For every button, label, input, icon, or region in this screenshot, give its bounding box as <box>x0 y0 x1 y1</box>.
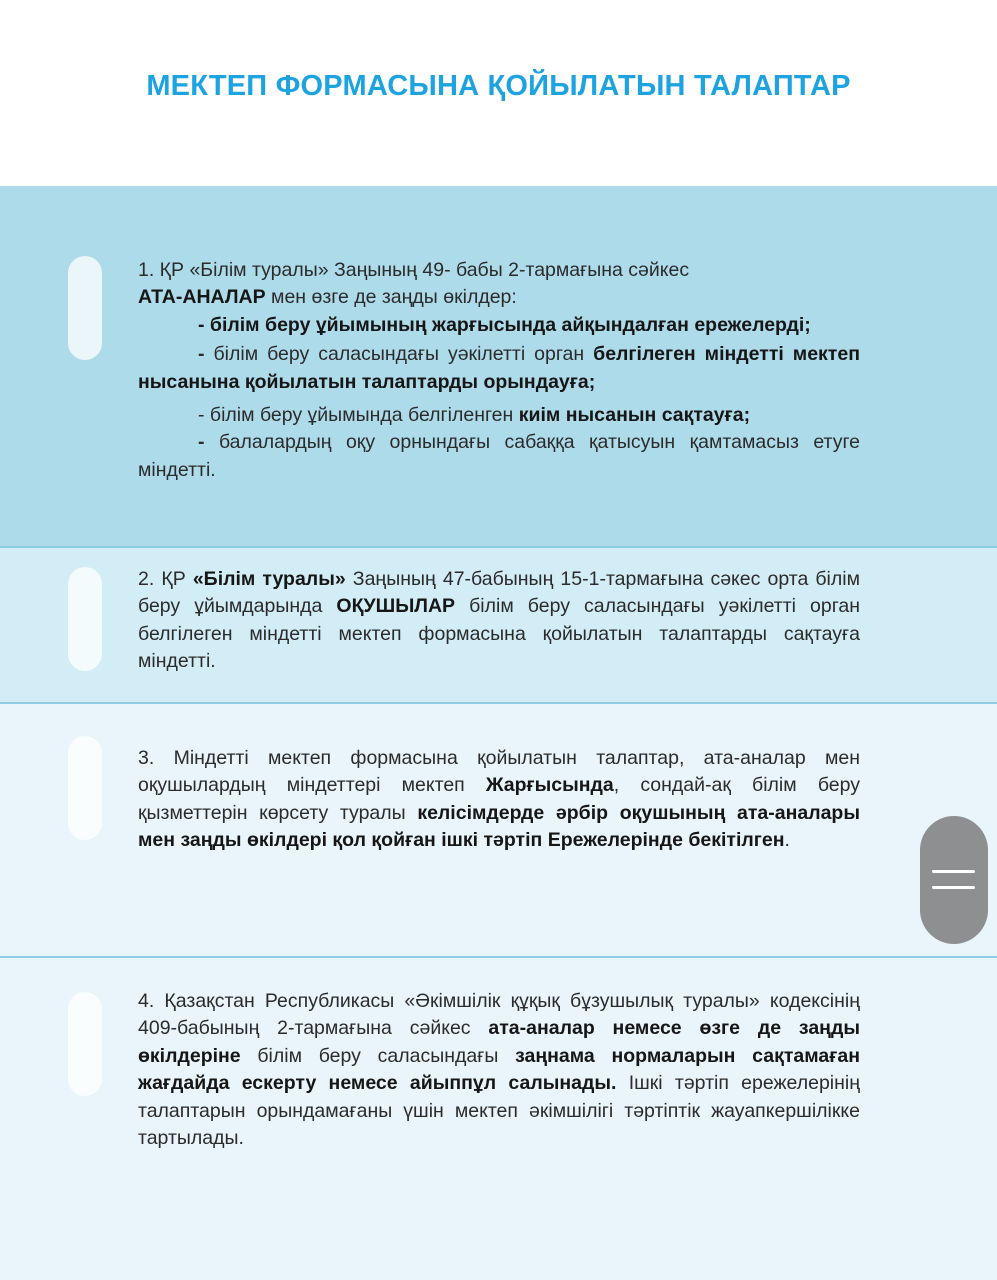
section-1-item-4: - балалардың оқу орнындағы сабаққа қатысуын қамтамасыз етуге міндетті. <box>138 431 860 481</box>
section-1-item-3: - білім беру ұйымында белгіленген киім нысанын сақтауға; <box>198 404 751 427</box>
page-title: МЕКТЕП ФОРМАСЫНА ҚОЙЫЛАТЫН ТАЛАПТАР <box>146 70 851 102</box>
section-4-marker <box>68 992 102 1096</box>
section-1-item-1: - білім беру ұйымының жарғысында айқындалған ережелерді; <box>198 313 811 336</box>
section-1-text <box>138 257 860 484</box>
section-2-marker <box>68 567 102 671</box>
section-1-item-2: - білім беру саласындағы уәкілетті орган белгілеген міндетті мектеп нысанына қойылатын талаптарды орындауға; <box>138 343 860 393</box>
section-4-text: 4. Қазақстан Республикасы «Әкімшілік құқық бұзушылық туралы» кодексінің 409-бабының 2-тармағына сәйкес ата-аналар немесе өзге де заңды өкілдеріне білім беру саласындағы заңнама нормаларын сақтамаған жағдайда ескерту немесе айыппұл салынады. Ішкі тәртіп ережелерінің талаптарын орындамағаны үшін мектеп әкімшілігі тәртіптік жауапкершілікке тартылады. <box>138 990 860 1150</box>
section-3-text: 3. Міндетті мектеп формасына қойылатын талаптар, ата-аналар мен оқушылардың міндеттері мектеп Жарғысында, сондай-ақ білім беру қызметтерін көрсету туралы келісімдерде әрбір оқушының ата-аналары мен заңды өкілдері қол қойған ішкі тәртіп Ережелерінде бекітілген. <box>138 747 860 852</box>
scroll-handle[interactable] <box>920 816 988 944</box>
section-3-marker <box>68 736 102 840</box>
section-1-intro: 1. ҚР «Білім туралы» Заңының 49- бабы 2-тармағына сәйкес АТА-АНАЛАР мен өзге де заңды өкілдер: <box>138 259 690 309</box>
section-2-text: 2. ҚР «Білім туралы» Заңының 47-бабының 15-1-тармағына сәкес орта білім беру ұйымдарында ОҚУШЫЛАР білім беру саласындағы уәкілетті орган белгілеген міндетті мектеп формасына қойылатын талаптарды сақтауға міндетті. <box>138 568 861 673</box>
section-1-marker <box>68 256 102 360</box>
